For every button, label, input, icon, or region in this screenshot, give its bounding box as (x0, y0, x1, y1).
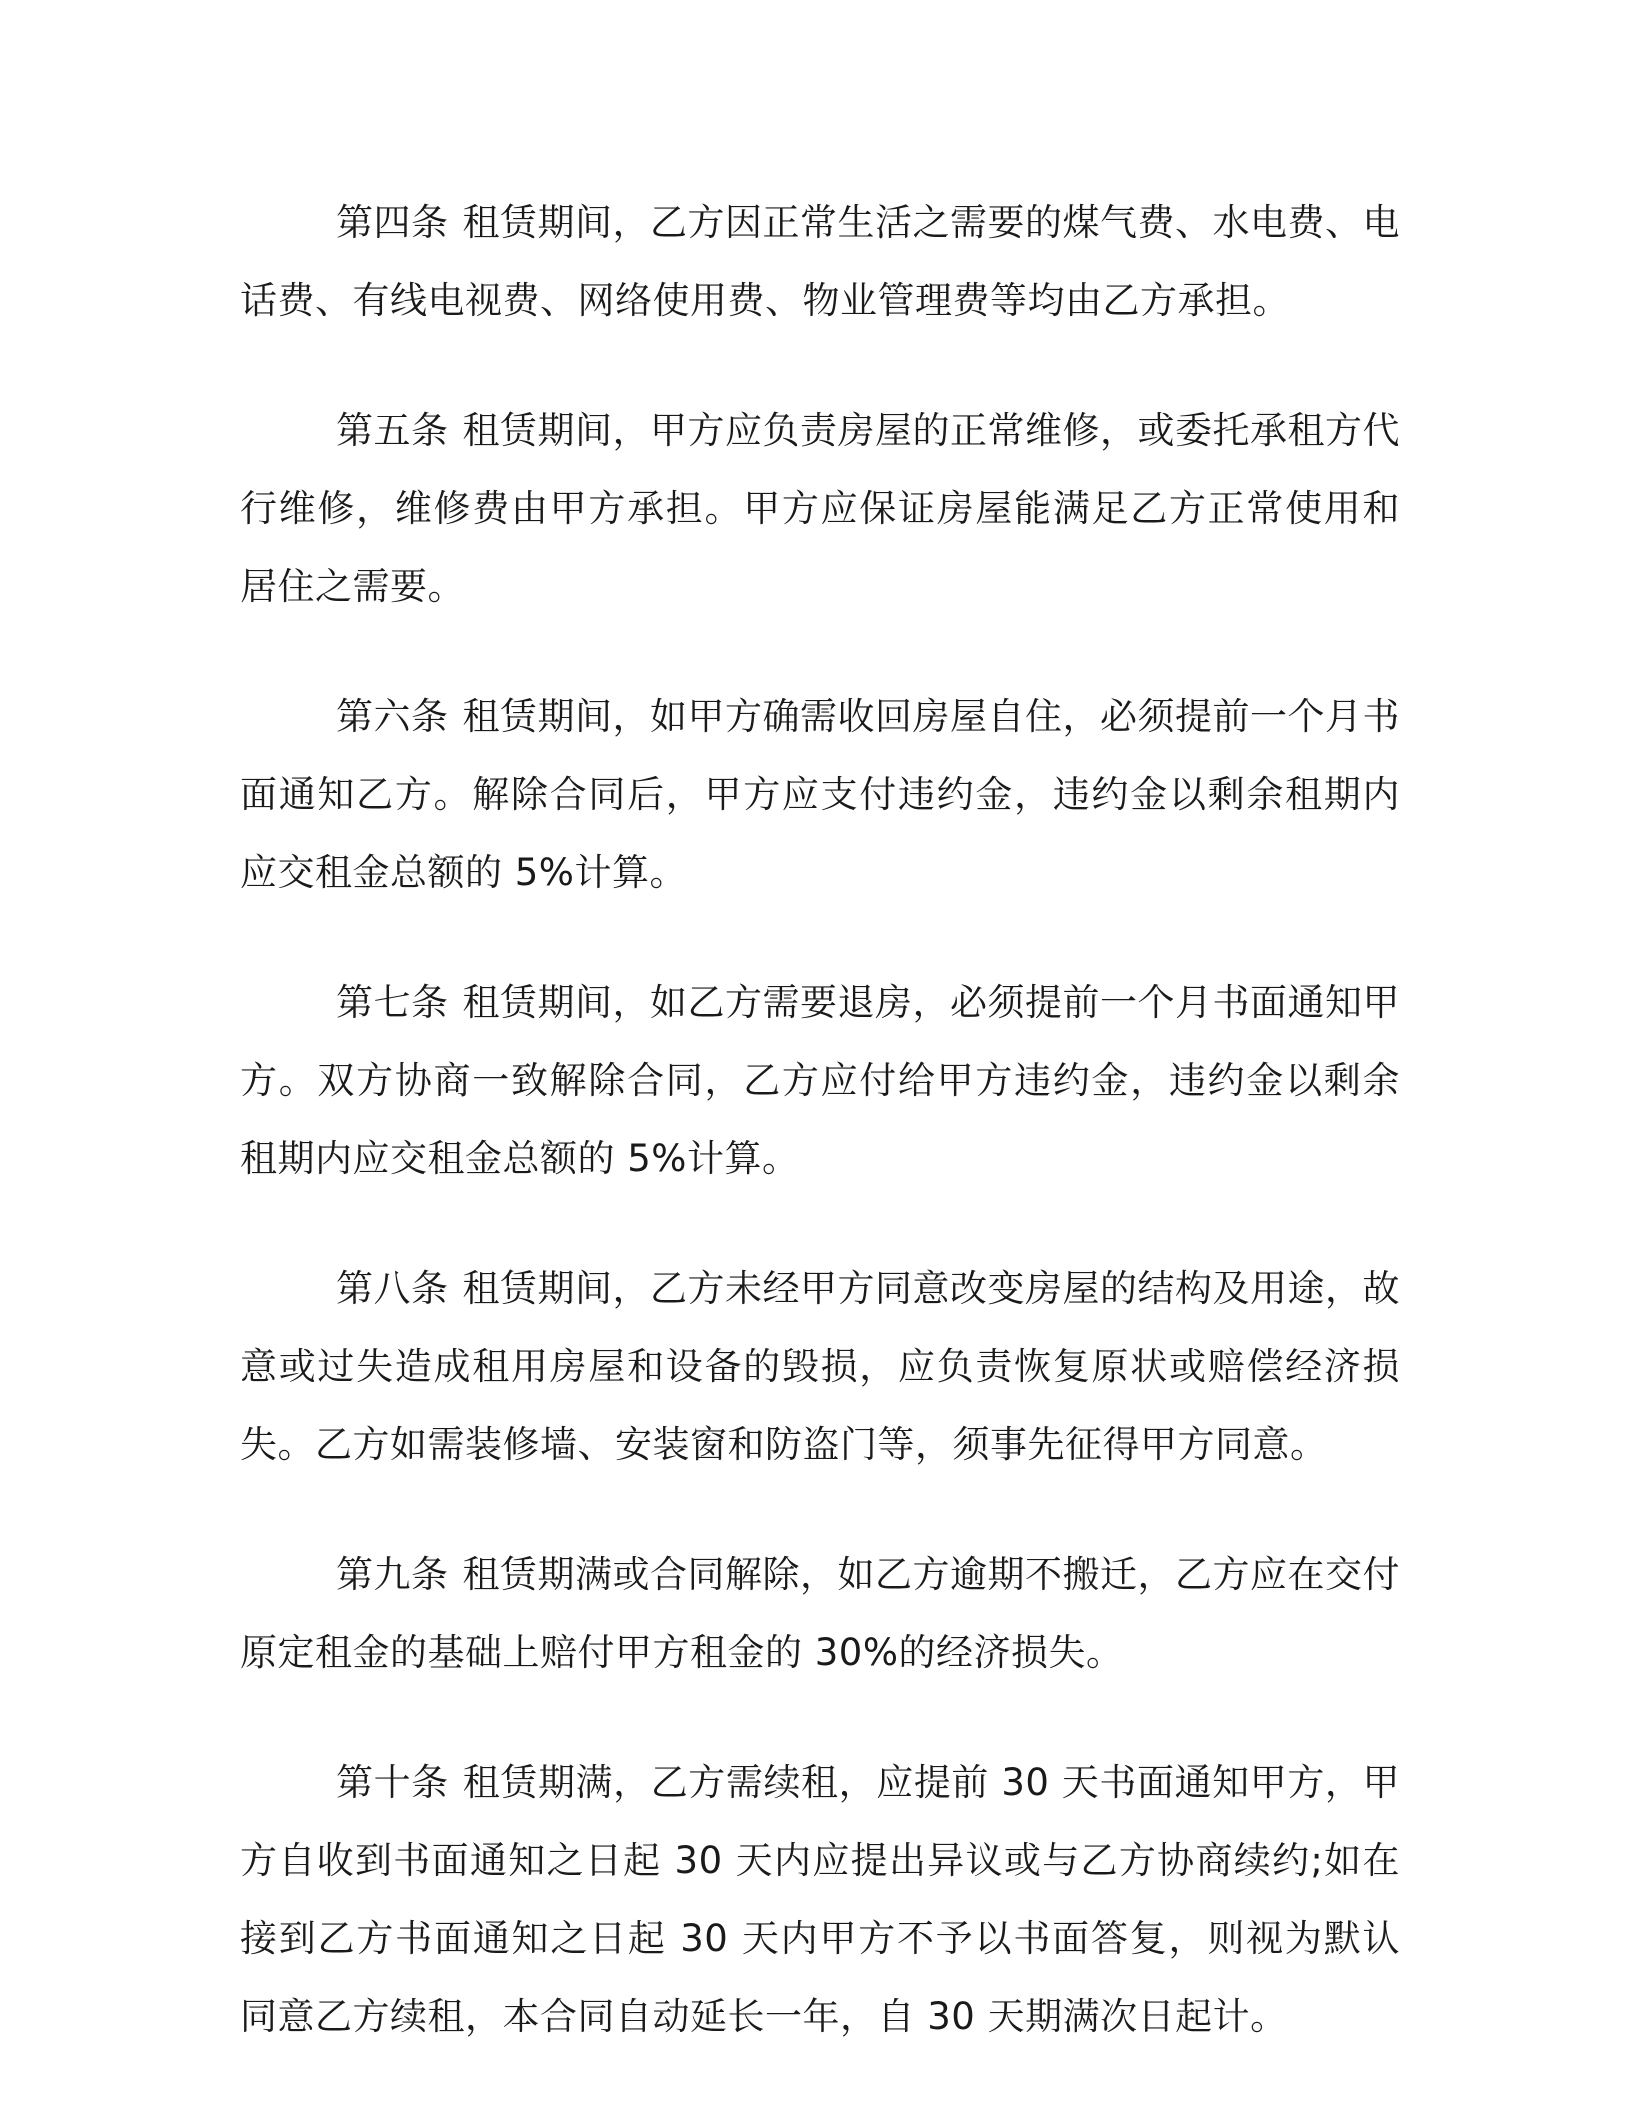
clause-text: 租赁期间，甲方应负责房屋的正常维修，或委托承租方代行维修，维修费由甲方承担。甲方应保证房屋能满足乙方正常使用和居住之需要。 (240, 409, 1400, 608)
contract-page (240, 184, 1400, 2108)
clause-number: 第七条 (336, 981, 449, 1024)
clause-4 (240, 184, 1400, 340)
clause-6 (240, 678, 1400, 912)
clause-text: 租赁期间，如乙方需要退房，必须提前一个月书面通知甲方。双方协商一致解除合同，乙方应付给甲方违约金，违约金以剩余租期内应交租金总额的 5%计算。 (240, 981, 1400, 1180)
clause-text: 租赁期满或合同解除，如乙方逾期不搬迁，乙方应在交付原定租金的基础上赔付甲方租金的 30%的经济损失。 (240, 1553, 1400, 1674)
clause-number: 第五条 (336, 409, 449, 452)
clause-9 (240, 1536, 1400, 1692)
clause-7 (240, 964, 1400, 1198)
clause-text: 租赁期满，乙方需续租，应提前 30 天书面通知甲方，甲方自收到书面通知之日起 30 天内应提出异议或与乙方协商续约;如在接到乙方书面通知之日起 30 天内甲方不予以书面答复，则视为默认同意乙方续租，本合同自动延长一年，自 30 天期满次日起计。 (240, 1761, 1400, 2038)
clause-text: 租赁期间，乙方因正常生活之需要的煤气费、水电费、电话费、有线电视费、网络使用费、物业管理费等均由乙方承担。 (240, 201, 1400, 322)
clause-number: 第四条 (336, 201, 449, 244)
clause-5 (240, 392, 1400, 626)
clause-text: 租赁期间，如甲方确需收回房屋自住，必须提前一个月书面通知乙方。解除合同后，甲方应支付违约金，违约金以剩余租期内应交租金总额的 5%计算。 (240, 695, 1400, 894)
clause-number: 第六条 (336, 695, 449, 738)
clause-number: 第八条 (336, 1267, 449, 1310)
clause-number: 第十条 (336, 1761, 449, 1804)
clause-8 (240, 1250, 1400, 1484)
clause-number: 第九条 (336, 1553, 449, 1596)
clause-text: 租赁期间，乙方未经甲方同意改变房屋的结构及用途，故意或过失造成租用房屋和设备的毁损，应负责恢复原状或赔偿经济损失。乙方如需装修墙、安装窗和防盗门等，须事先征得甲方同意。 (240, 1267, 1400, 1466)
clause-10 (240, 1744, 1400, 2056)
